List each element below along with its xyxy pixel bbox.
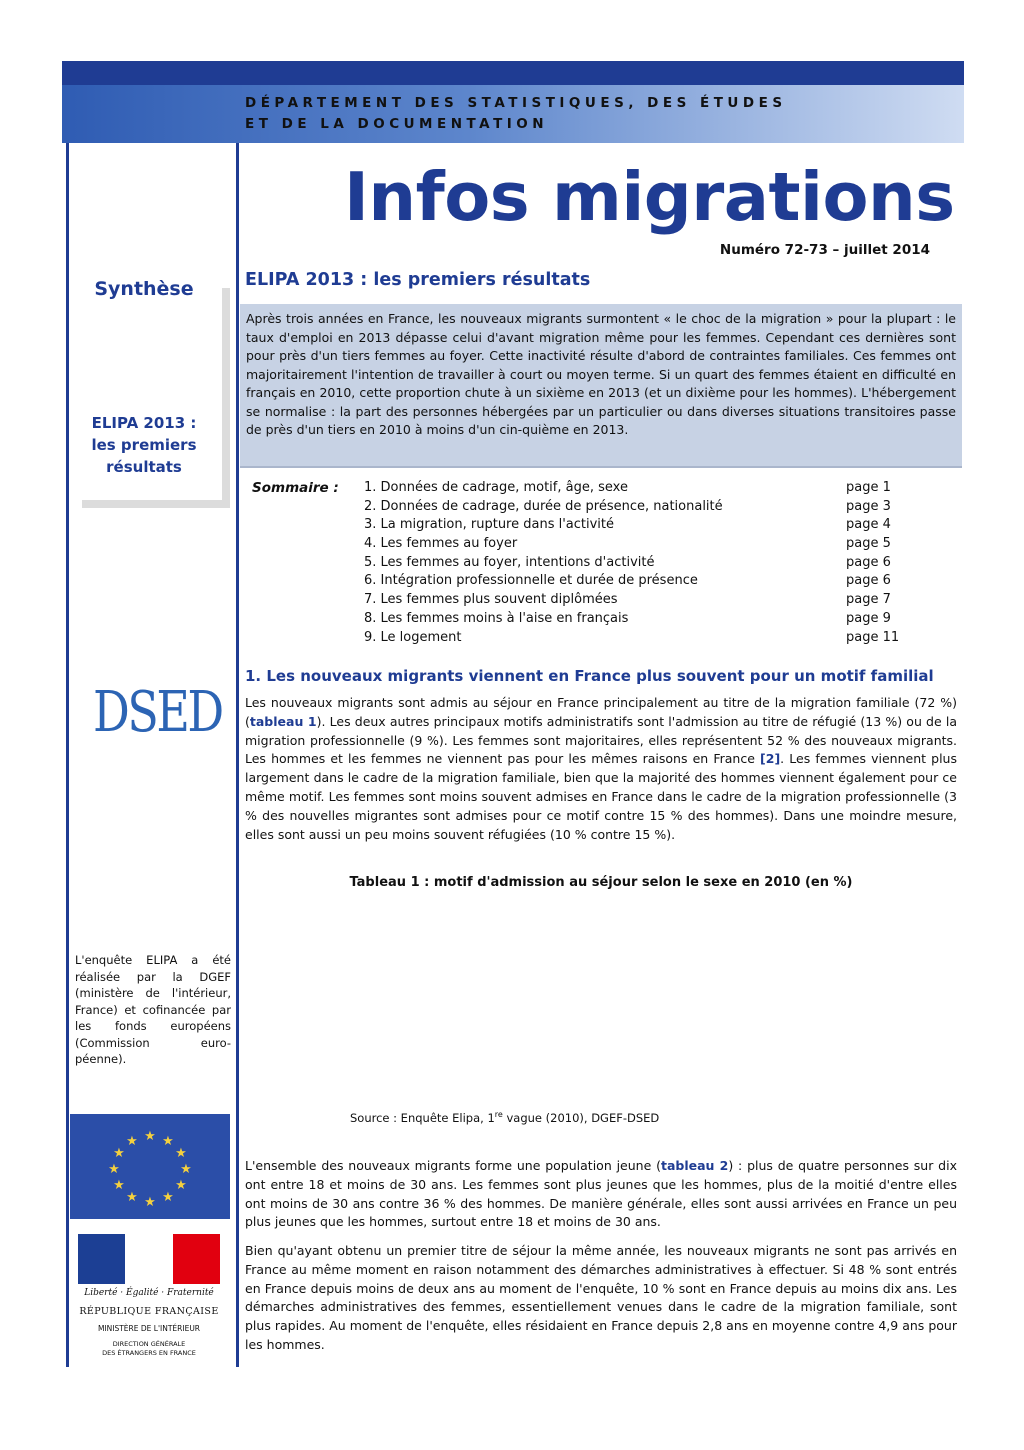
sidebar-note: L'enquête ELIPA a été réalisée par la DGEF (ministère de l'intérieur, France) et cofinancée par les fonds européens (Commission euro-péenne).: [75, 953, 231, 1066]
marianne-logo-icon: [76, 1234, 222, 1362]
toc-item-label: 8. Les femmes moins à l'aise en français: [364, 610, 629, 626]
section-1-paragraph: Les nouveaux migrants sont admis au séjour en France principalement au titre de la migration familiale (72 %) (tableau 1). Les deux autres principaux motifs administratifs sont l'admission au titre de réfugié (13 %) ou de la migration professionnelle (9 %). Les femmes sont majoritaires, elles représentent 52 % des nouveaux migrants. Les hommes et les femmes ne viennent pas pour les mêmes raisons en France [2]. Les femmes viennent plus largement dans le cadre de la migration familiale, bien que la majorité des hommes viennent également pour ce même motif. Les femmes sont moins souvent admises en France dans le cadre de la migration professionnelle (3 % des nouvelles migrantes sont admises pour ce motif contre 15 % des hommes). Dans une moindre mesure, elles sont aussi un peu moins souvent réfugiées (10 % contre 15 %).: [245, 695, 957, 842]
paragraph-age: L'ensemble des nouveaux migrants forme une population jeune (tableau 2) : plus de quatre personnes sur dix ont entre 18 et moins de 30 ans. Les femmes sont plus jeunes que les hommes, plus de la moitié d'entre elles ont moins de 30 ans contre 36 % des hommes. De manière générale, elles sont aussi arrivées en France un peu plus jeunes que les hommes, surtout entre 18 et moins de 30 ans.: [245, 1158, 957, 1230]
left-rule: [66, 143, 69, 1367]
french-flag-icon: [78, 1234, 220, 1284]
republic-name: RÉPUBLIQUE FRANÇAISE: [79, 1306, 219, 1317]
sidebar-title: [70, 412, 218, 478]
republic-motto: Liberté · Égalité · Fraternité: [84, 1288, 214, 1298]
table-1-caption: Tableau 1 : motif d'admission au séjour selon le sexe en 2010 (en %): [349, 875, 853, 890]
svg-text:★: ★: [180, 1162, 192, 1177]
toc-item-label: 5. Les femmes au foyer, intentions d'activité: [364, 554, 655, 570]
toc-item-page: page 9: [846, 610, 891, 626]
svg-text:★: ★: [126, 1134, 138, 1149]
section-1-title: 1. Les nouveaux migrants viennent en France plus souvent pour un motif familial: [245, 667, 934, 685]
toc-item-label: 2. Données de cadrage, durée de présence, nationalité: [364, 498, 723, 514]
ministry-name: MINISTÈRE DE L'INTÉRIEUR: [97, 1324, 201, 1333]
svg-text:★: ★: [175, 1178, 187, 1193]
svg-text:★: ★: [144, 1129, 156, 1144]
article-title: ELIPA 2013 : les premiers résultats: [245, 270, 591, 290]
toc-item[interactable]: [364, 517, 904, 536]
toc-item-label: 9. Le logement: [364, 629, 462, 645]
dsed-logo: DSED: [93, 680, 222, 745]
table-of-contents: [364, 480, 904, 648]
toc-item-page: page 4: [846, 517, 891, 533]
toc-item[interactable]: [364, 630, 904, 649]
sidebar-title-line-1: ELIPA 2013 :: [91, 414, 197, 432]
table-1-source: Source : Enquête Elipa, 1re vague (2010), DGEF-DSED: [350, 1110, 660, 1125]
masthead-title: Infos migrations: [344, 158, 955, 236]
sidebar-title-line-2: les premiers: [91, 436, 197, 454]
paragraph-arrival: Bien qu'ayant obtenu un premier titre de séjour la même année, les nouveaux migrants ne sont pas arrivés en France au même moment en raison notamment des démarches administratives à effectuer. Si 48 % sont entrés en France depuis moins de deux ans au moment de l'enquête, 10 % sont en France depuis au moins dix ans. Les démarches administratives des femmes, essentiellement venues dans le cadre de la migration familiale, sont plus rapides. Au moment de l'enquête, elles résidaient en France depuis 2,8 ans en moyenne contre 4,9 ans pour les hommes.: [245, 1243, 957, 1352]
column-rule: [236, 143, 239, 1367]
svg-text:★: ★: [113, 1178, 125, 1193]
toc-item-label: 1. Données de cadrage, motif, âge, sexe: [364, 480, 628, 495]
header-top-bar: [62, 61, 964, 85]
toc-item[interactable]: [364, 592, 904, 611]
toc-item-page: page 11: [846, 629, 900, 645]
summary-box: Après trois années en France, les nouveaux migrants surmontent « le choc de la migration » pour la plupart : le taux d'emploi en 2013 dépasse celui d'avant migration même pour les femmes. Cependant ces dernières sont pour près d'un tiers femmes au foyer. Cette inactivité résulte d'abord de contraintes familiales. Ces femmes ont majoritairement l'intention de travailler à court ou moyen terme. Si un quart des femmes étaient en difficulté en français en 2010, cette proportion chute à un sixième en 2013 (et un dixième pour les hommes). L'hébergement se normalise : la part des personnes hébergées par un particulier ou dans diverses situations transitoires passe de près d'un tiers en 2010 à moins d'un cin-quième en 2013.: [240, 304, 962, 468]
svg-text:★: ★: [162, 1134, 174, 1149]
department-name: [245, 93, 787, 135]
sidebar-shadow-horizontal: [82, 500, 230, 508]
toc-item-page: page 7: [846, 592, 891, 608]
toc-item-label: 3. La migration, rupture dans l'activité: [364, 517, 615, 533]
toc-item[interactable]: [364, 573, 904, 592]
toc-item-page: page 6: [846, 573, 891, 589]
reference-2-link[interactable]: [2]: [760, 751, 781, 767]
eu-flag-icon: [70, 1114, 230, 1219]
svg-text:★: ★: [144, 1195, 156, 1210]
toc-item-label: 4. Les femmes au foyer: [364, 536, 518, 552]
sidebar-category: Synthèse: [94, 278, 194, 300]
svg-text:★: ★: [162, 1190, 174, 1205]
toc-item[interactable]: [364, 536, 904, 555]
toc-item-page: page 3: [846, 498, 891, 514]
svg-text:★: ★: [126, 1190, 138, 1205]
toc-item-label: 6. Intégration professionnelle et durée de présence: [364, 573, 698, 589]
toc-item-page: page 1: [846, 480, 891, 495]
department-line-2: ET DE LA DOCUMENTATION: [245, 116, 549, 132]
sidebar-shadow-vertical: [222, 288, 230, 508]
direction-name: DIRECTION GÉNÉRALE DES ÉTRANGERS EN FRANCE: [102, 1340, 196, 1357]
svg-text:★: ★: [175, 1146, 187, 1161]
sommaire-label: Sommaire :: [252, 480, 339, 496]
toc-item[interactable]: [364, 499, 904, 518]
toc-item[interactable]: [364, 480, 904, 499]
sidebar-title-line-3: résultats: [106, 458, 182, 476]
department-line-1: DÉPARTEMENT DES STATISTIQUES, DES ÉTUDES: [245, 95, 787, 111]
issue-number: Numéro 72-73 – juillet 2014: [719, 242, 930, 258]
toc-item[interactable]: [364, 611, 904, 630]
toc-item-page: page 5: [846, 536, 891, 552]
toc-item[interactable]: [364, 555, 904, 574]
svg-text:★: ★: [108, 1162, 120, 1177]
toc-item-label: 7. Les femmes plus souvent diplômées: [364, 592, 618, 608]
table-1-link[interactable]: tableau 1: [249, 713, 317, 729]
svg-text:★: ★: [113, 1146, 125, 1161]
toc-item-page: page 6: [846, 554, 891, 570]
table-2-link[interactable]: tableau 2: [660, 1158, 729, 1173]
